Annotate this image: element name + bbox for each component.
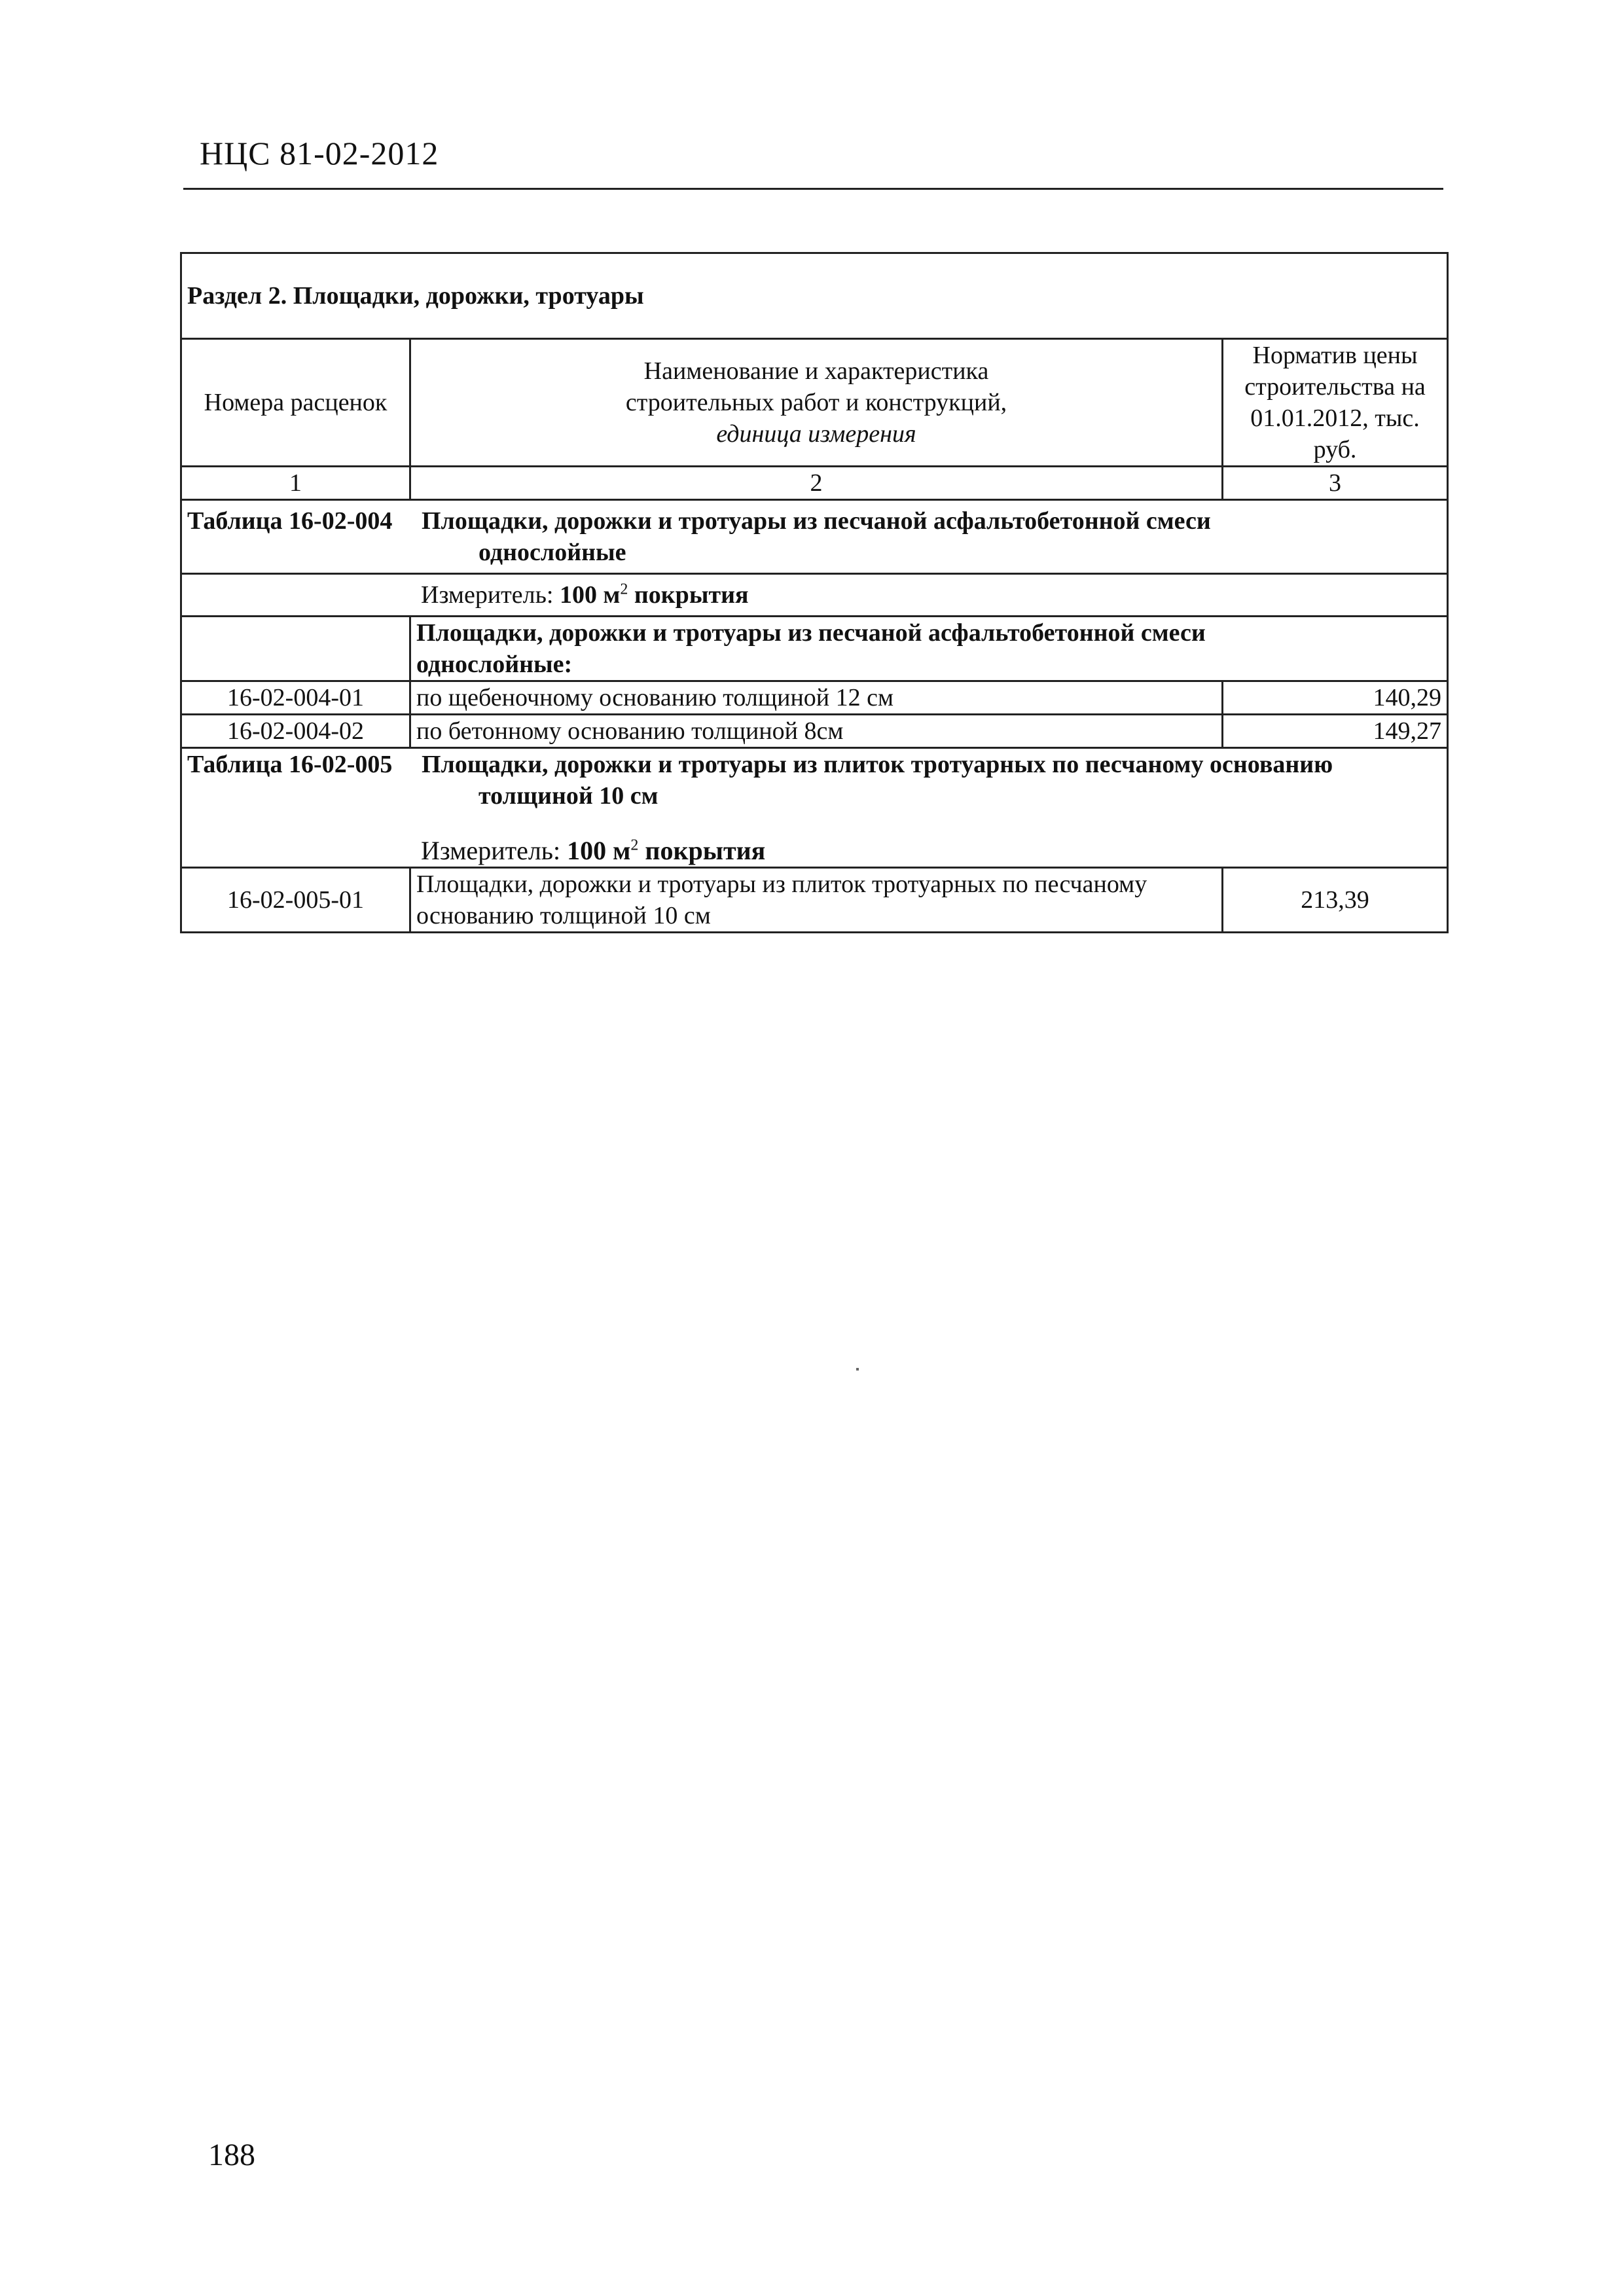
meter-value: 100 м bbox=[560, 581, 621, 609]
table-title-16-02-005 bbox=[181, 748, 1448, 868]
document-code-header: НЦС 81-02-2012 bbox=[200, 135, 439, 171]
row-price: 213,39 bbox=[1223, 868, 1448, 933]
meter-sup: 2 bbox=[630, 836, 639, 854]
table-title-16-02-004 bbox=[181, 500, 1448, 574]
meter-suffix: покрытия bbox=[638, 836, 766, 865]
meter-text bbox=[187, 812, 1441, 867]
row-code: 16-02-004-02 bbox=[181, 715, 410, 748]
column-number-3: 3 bbox=[1223, 467, 1448, 500]
column-header-name-unit: единица измерения bbox=[716, 420, 916, 448]
meter-sup: 2 bbox=[620, 581, 628, 598]
column-number-2: 2 bbox=[410, 467, 1223, 500]
meter-suffix: покрытия bbox=[628, 581, 749, 609]
meter-row bbox=[181, 574, 1448, 617]
table-title-line1: Площадки, дорожки и тротуары из плиток тротуарных по песчаному основанию bbox=[422, 751, 1333, 778]
page-number: 188 bbox=[208, 2138, 255, 2172]
column-header-name-line2: строительных работ и конструкций, bbox=[625, 389, 1007, 416]
row-price: 149,27 bbox=[1223, 715, 1448, 748]
table-label: Таблица 16-02-005 bbox=[187, 751, 393, 778]
column-number-1: 1 bbox=[181, 467, 410, 500]
section-title: Раздел 2. Площадки, дорожки, тротуары bbox=[181, 253, 1448, 339]
row-name-line1: Площадки, дорожки и тротуары из плиток тротуарных по песчаному bbox=[416, 870, 1147, 898]
scan-speck bbox=[856, 1368, 859, 1371]
column-header-row bbox=[181, 339, 1448, 467]
meter-value: 100 м bbox=[567, 836, 631, 865]
row-name: по бетонному основанию толщиной 8см bbox=[410, 715, 1223, 748]
meter-prefix: Измеритель: bbox=[421, 581, 560, 609]
table-row bbox=[181, 681, 1448, 715]
group-heading-blank bbox=[181, 617, 410, 681]
column-header-name-line1: Наименование и характеристика bbox=[643, 357, 989, 385]
table-title-row bbox=[181, 500, 1448, 574]
table-title-line2: толщиной 10 см bbox=[478, 782, 659, 810]
table-title-line1: Площадки, дорожки и тротуары из песчаной асфальтобетонной смеси bbox=[422, 507, 1211, 535]
meter-text bbox=[181, 574, 1448, 617]
row-price: 140,29 bbox=[1223, 681, 1448, 715]
row-name: по щебеночному основанию толщиной 12 см bbox=[410, 681, 1223, 715]
table-title-row bbox=[181, 748, 1448, 868]
column-number-row bbox=[181, 467, 1448, 500]
column-header-price: Норматив цены строительства на 01.01.2012, тыс. руб. bbox=[1223, 339, 1448, 467]
table-title-line2: однослойные bbox=[478, 539, 626, 566]
table-row bbox=[181, 715, 1448, 748]
meter-prefix: Измеритель: bbox=[421, 836, 568, 865]
header-rule bbox=[183, 188, 1443, 190]
table-label: Таблица 16-02-004 bbox=[187, 507, 393, 535]
group-heading bbox=[410, 617, 1448, 681]
column-header-codes: Номера расценок bbox=[181, 339, 410, 467]
group-heading-line2: однослойные: bbox=[416, 651, 573, 678]
group-heading-row bbox=[181, 617, 1448, 681]
group-heading-line1: Площадки, дорожки и тротуары из песчаной асфальтобетонной смеси bbox=[416, 619, 1206, 647]
section-row bbox=[181, 253, 1448, 339]
column-header-name bbox=[410, 339, 1223, 467]
price-norm-table bbox=[180, 252, 1449, 933]
row-code: 16-02-004-01 bbox=[181, 681, 410, 715]
row-name bbox=[410, 868, 1223, 933]
row-code: 16-02-005-01 bbox=[181, 868, 410, 933]
row-name-line2: основанию толщиной 10 см bbox=[416, 902, 711, 929]
table-row bbox=[181, 868, 1448, 933]
